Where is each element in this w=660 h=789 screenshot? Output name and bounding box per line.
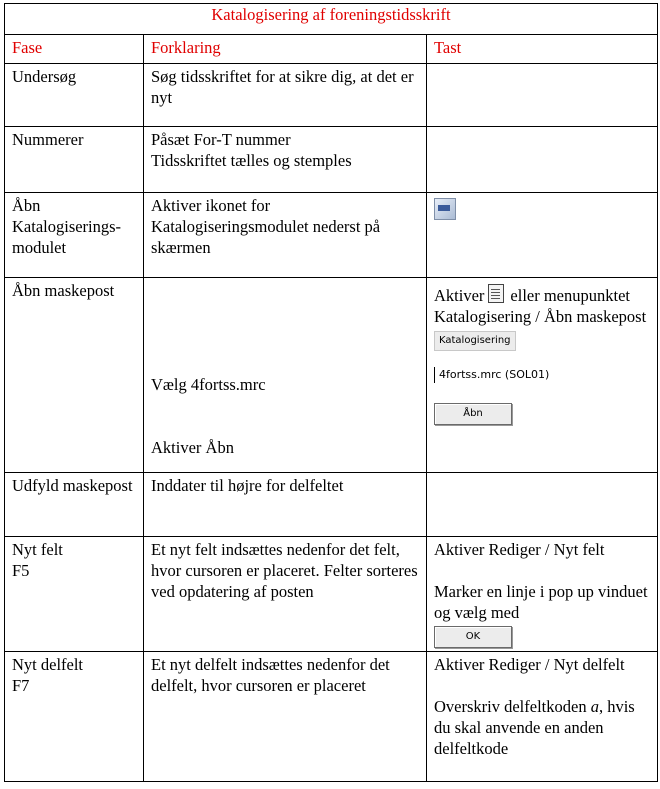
table-row [5,537,658,652]
tast-line: Overskriv delfeltkoden [434,697,591,716]
row-fase [5,537,144,652]
open-button[interactable]: Åbn [434,403,512,425]
forklaring-line: Tidsskriftet tælles og stemples [151,151,352,170]
fase-label: Nyt felt [12,540,63,559]
row-forklaring [144,278,427,473]
row-forklaring: Aktiver ikonet for Katalogiseringsmodulet nederst på skærmen [144,193,427,278]
table-row [5,473,658,537]
header-row [5,35,658,64]
tast-prefix: Aktiver [434,286,485,305]
row-tast [427,537,658,652]
ok-button[interactable]: OK [434,626,512,648]
shortcut-key: F7 [12,676,30,695]
row-forklaring: Et nyt felt indsættes nedenfor det felt, hvor cursoren er placeret. Felter sorteres ved opdatering af posten [144,537,427,652]
tast-line: Marker en linje i pop up vinduet og vælg med [434,582,648,622]
row-fase: Undersøg [5,64,144,127]
row-tast [427,64,658,127]
table-row [5,278,658,473]
row-fase: Nummerer [5,127,144,193]
title-row [5,4,658,35]
tast-suffix: eller menupunktet Katalogisering / Åbn maskepost [434,286,647,326]
header-fase: Fase [5,35,144,64]
subfield-code: a [590,697,599,716]
file-name-field[interactable]: 4fortss.mrc (SOL01) [434,367,553,383]
row-fase: Åbn maskepost [5,278,144,473]
document-icon[interactable] [488,284,504,303]
catalog-procedure-table [4,3,658,782]
row-fase: Åbn Katalogiserings-modulet [5,193,144,278]
row-tast [427,193,658,278]
tast-line: Aktiver Rediger / Nyt delfelt [434,655,625,674]
marc-module-icon[interactable] [434,198,456,220]
row-forklaring: Et nyt delfelt indsættes nedenfor det delfelt, hvor cursoren er placeret [144,652,427,782]
tast-line: Aktiver Rediger / Nyt felt [434,540,605,559]
row-tast [427,473,658,537]
row-fase [5,652,144,782]
row-forklaring [144,127,427,193]
katalogisering-menu[interactable]: Katalogisering [434,331,516,351]
row-tast [427,127,658,193]
row-tast [427,278,658,473]
row-fase: Udfyld maskepost [5,473,144,537]
table-row [5,193,658,278]
row-forklaring: Søg tidsskriftet for at sikre dig, at det er nyt [144,64,427,127]
table-row [5,64,658,127]
forklaring-line: Påsæt For-T nummer [151,130,291,149]
document-title: Katalogisering af foreningstidsskrift [5,4,658,35]
forklaring-line: Aktiver Åbn [151,438,234,457]
table-row [5,652,658,782]
tast-line: , hvis du skal anvende en anden delfeltkode [434,697,635,758]
header-tast: Tast [427,35,658,64]
row-forklaring: Inddater til højre for delfeltet [144,473,427,537]
row-tast [427,652,658,782]
fase-label: Nyt delfelt [12,655,84,674]
table-row [5,127,658,193]
shortcut-key: F5 [12,561,30,580]
header-forklaring: Forklaring [144,35,427,64]
forklaring-line: Vælg 4fortss.mrc [151,375,266,394]
